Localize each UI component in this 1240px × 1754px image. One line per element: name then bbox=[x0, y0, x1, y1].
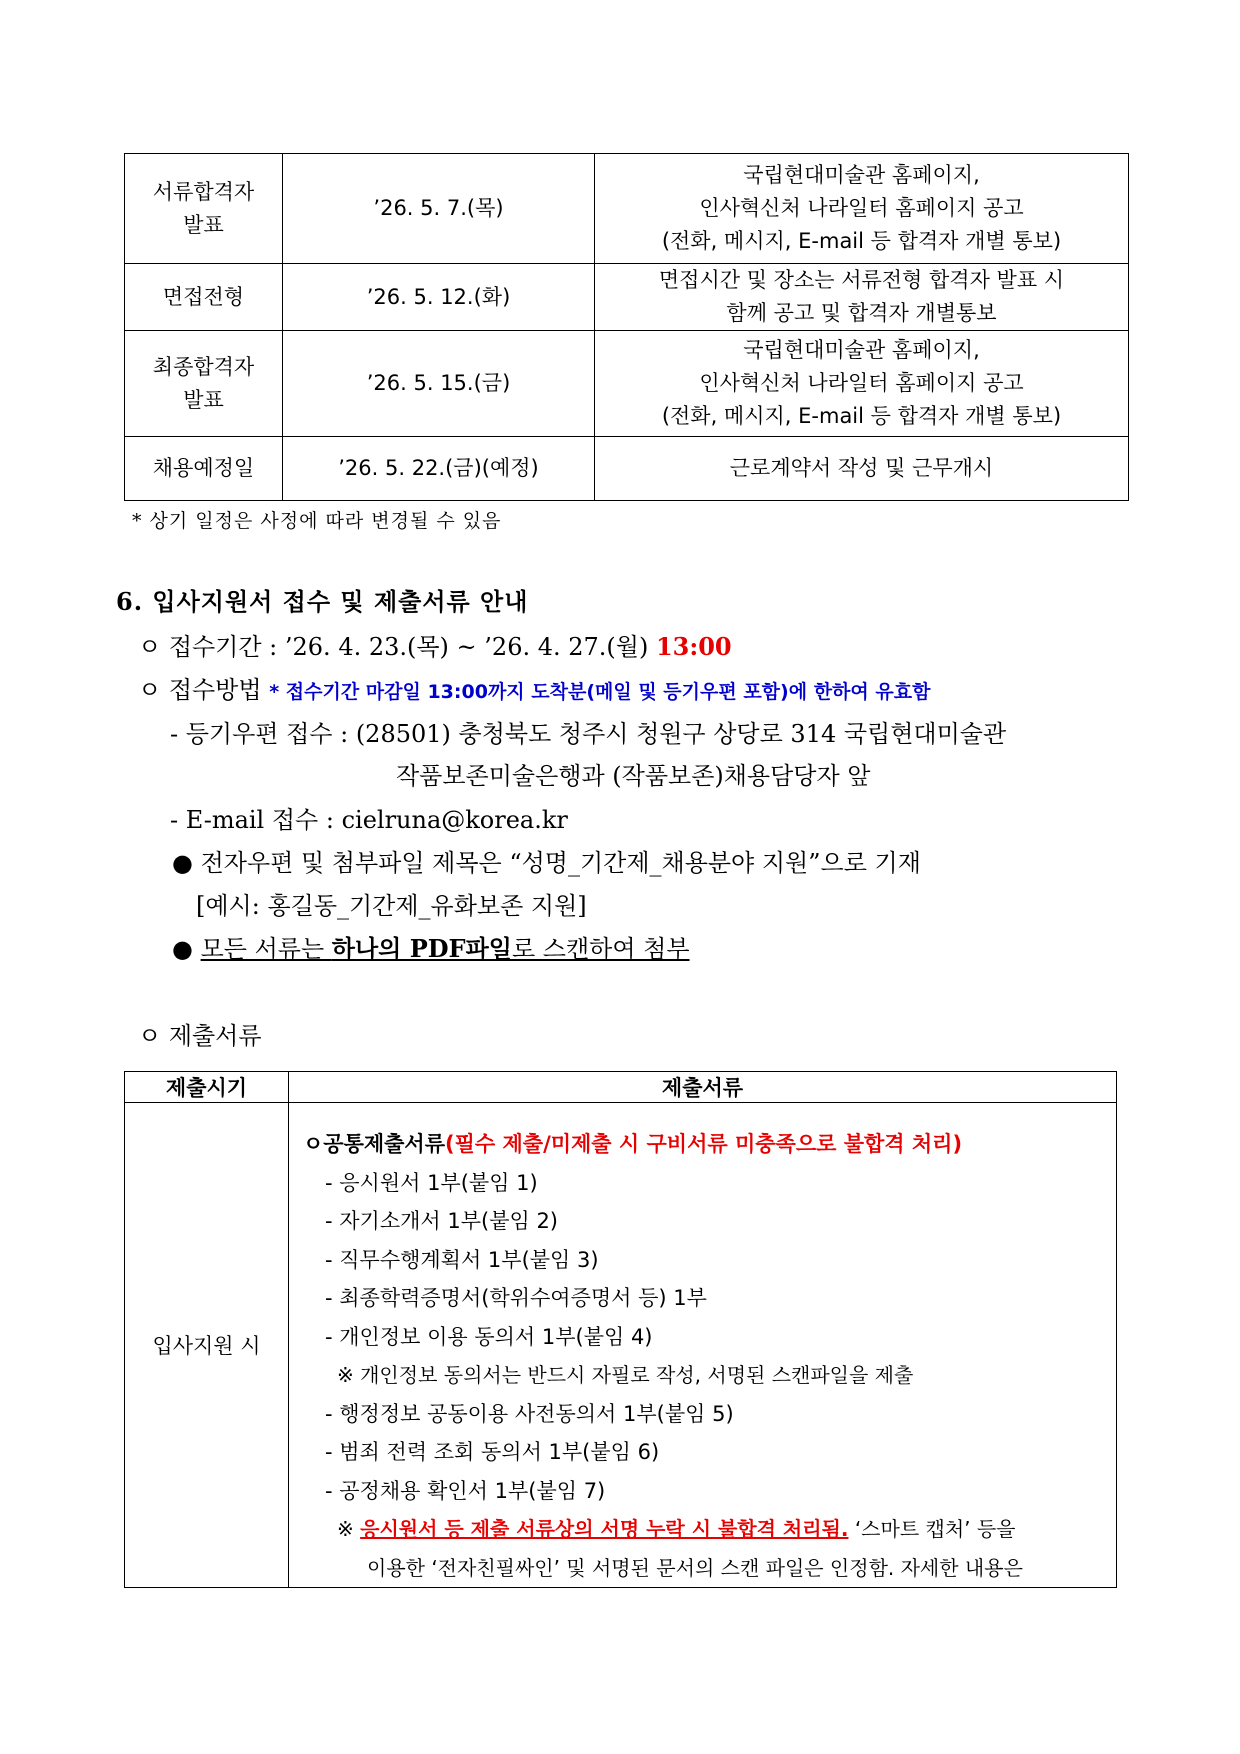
stage-cell bbox=[125, 264, 283, 331]
sign-note-line2: 이용한 ‘전자친필싸인’ 및 서명된 문서의 스캔 파일은 인정함. 자세한 내용은 bbox=[367, 1555, 1023, 1580]
date-cell bbox=[283, 154, 595, 264]
method-line bbox=[138, 670, 930, 705]
email-line: - E-mail 접수 : cielruna@korea.kr bbox=[170, 806, 568, 834]
note-cell bbox=[595, 264, 1129, 331]
common-note: (필수 제출/미제출 시 구비서류 미충족으로 불합격 처리) bbox=[445, 1132, 963, 1156]
section-heading: 6. 입사지원서 접수 및 제출서류 안내 bbox=[116, 587, 529, 616]
list-item: - 자기소개서 1부(붙임 2) bbox=[325, 1209, 558, 1233]
bullet2-pre: 모든 서류는 bbox=[200, 935, 332, 963]
docs-cell bbox=[289, 1103, 1117, 1588]
documents-table bbox=[124, 1071, 1117, 1588]
table-header-row bbox=[125, 1072, 1117, 1103]
table-row bbox=[125, 437, 1129, 501]
list-item: - 직무수행계획서 1부(붙임 3) bbox=[325, 1247, 599, 1272]
docs-label: ㅇ 제출서류 bbox=[138, 1022, 262, 1050]
stage-cell bbox=[125, 437, 283, 501]
note-text: 면접시간 및 장소는 서류전형 합격자 발표 시 함께 공고 및 합격자 개별통보 bbox=[658, 268, 1065, 325]
list-item: - 최종학력증명서(학위수여증명서 등) 1부 bbox=[325, 1286, 707, 1310]
sign-note-rest: ‘스마트 캡처’ 등을 bbox=[848, 1517, 1016, 1541]
note-cell bbox=[595, 154, 1129, 264]
timing-cell: 입사지원 시 bbox=[125, 1103, 289, 1588]
mail-line-2: 작품보존미술은행과 (작품보존)채용담당자 앞 bbox=[396, 762, 871, 790]
date-text: ’26. 5. 7.(목) bbox=[373, 196, 504, 220]
bullet-item bbox=[172, 843, 921, 878]
table-row bbox=[125, 154, 1129, 264]
list-item: - 행정정보 공동이용 사전동의서 1부(붙임 5) bbox=[325, 1401, 734, 1426]
list-item: - 범죄 전력 조회 동의서 1부(붙임 6) bbox=[325, 1440, 660, 1464]
table-row bbox=[125, 264, 1129, 331]
schedule-footnote: * 상기 일정은 사정에 따라 변경될 수 있음 bbox=[132, 510, 502, 532]
bullet2-post: 로 스캔하여 첨부 bbox=[511, 935, 690, 963]
date-text: ’26. 5. 12.(화) bbox=[366, 284, 511, 309]
bullet2-text bbox=[201, 935, 690, 963]
privacy-note: ※ 개인정보 동의서는 반드시 자필로 작성, 서명된 스캔파일을 제출 bbox=[337, 1363, 914, 1387]
stage-text: 면접전형 bbox=[162, 284, 245, 309]
stage-text: 서류합격자 발표 bbox=[152, 179, 255, 237]
note-text: 근로계약서 작성 및 근무개시 bbox=[729, 456, 994, 480]
header-timing: 제출시기 bbox=[125, 1072, 289, 1103]
date-cell bbox=[283, 264, 595, 331]
note-text: 국립현대미술관 홈페이지, 인사혁신처 나라일터 홈페이지 공고 (전화, 메시지, E-mail 등 합격자 개별 통보) bbox=[661, 163, 1062, 253]
schedule-table bbox=[124, 153, 1129, 501]
stage-text: 채용예정일 bbox=[152, 456, 255, 480]
sign-note-mark: ※ bbox=[337, 1517, 361, 1541]
sign-note bbox=[303, 1510, 1106, 1549]
note-cell bbox=[595, 331, 1129, 437]
bullet-item bbox=[172, 929, 690, 964]
note-cell bbox=[595, 437, 1129, 501]
period-line bbox=[138, 627, 732, 662]
list-item: - 응시원서 1부(붙임 1) bbox=[325, 1170, 538, 1195]
period-time: 13:00 bbox=[655, 632, 732, 661]
method-label: ㅇ 접수방법 bbox=[138, 676, 262, 704]
table-row bbox=[125, 1103, 1117, 1588]
date-cell bbox=[283, 437, 595, 501]
common-docs-title bbox=[303, 1125, 1106, 1164]
bullet1-example: [예시: 홍길동_기간제_유화보존 지원] bbox=[196, 892, 587, 920]
note-text: 국립현대미술관 홈페이지, 인사혁신처 나라일터 홈페이지 공고 (전화, 메시지, E-mail 등 합격자 개별 통보) bbox=[661, 338, 1062, 428]
period-label: ㅇ 접수기간 : ’26. 4. 23.(목) ~ ’26. 4. 27.(월) bbox=[138, 633, 649, 661]
bullet1-text: 전자우편 및 첨부파일 제목은 “성명_기간제_채용분야 지원”으로 기재 bbox=[200, 849, 921, 877]
date-cell bbox=[283, 331, 595, 437]
date-text: ’26. 5. 15.(금) bbox=[366, 371, 511, 395]
bullet2-bold: 하나의 PDF파일 bbox=[331, 934, 512, 963]
bullet-icon: ● bbox=[172, 935, 193, 963]
header-docs: 제출서류 bbox=[289, 1072, 1117, 1103]
common-label: ㅇ공통제출서류 bbox=[303, 1132, 446, 1156]
list-item: - 공정채용 확인서 1부(붙임 7) bbox=[325, 1478, 606, 1503]
list-item: - 개인정보 이용 동의서 1부(붙임 4) bbox=[325, 1324, 653, 1349]
date-text: ’26. 5. 22.(금)(예정) bbox=[338, 456, 539, 480]
stage-cell bbox=[125, 154, 283, 264]
mail-line-1: - 등기우편 접수 : (28501) 충청북도 청주시 청원구 상당로 314 국립현대미술관 bbox=[170, 720, 1007, 748]
method-note: * 접수기간 마감일 13:00까지 도착분(메일 및 등기우편 포함)에 한하여 유효함 bbox=[269, 681, 931, 703]
stage-text: 최종합격자 발표 bbox=[152, 354, 255, 412]
bullet-icon: ● bbox=[172, 849, 193, 877]
sign-note-red: 응시원서 등 제출 서류상의 서명 누락 시 불합격 처리됨. bbox=[360, 1517, 849, 1541]
stage-cell bbox=[125, 331, 283, 437]
table-row bbox=[125, 331, 1129, 437]
